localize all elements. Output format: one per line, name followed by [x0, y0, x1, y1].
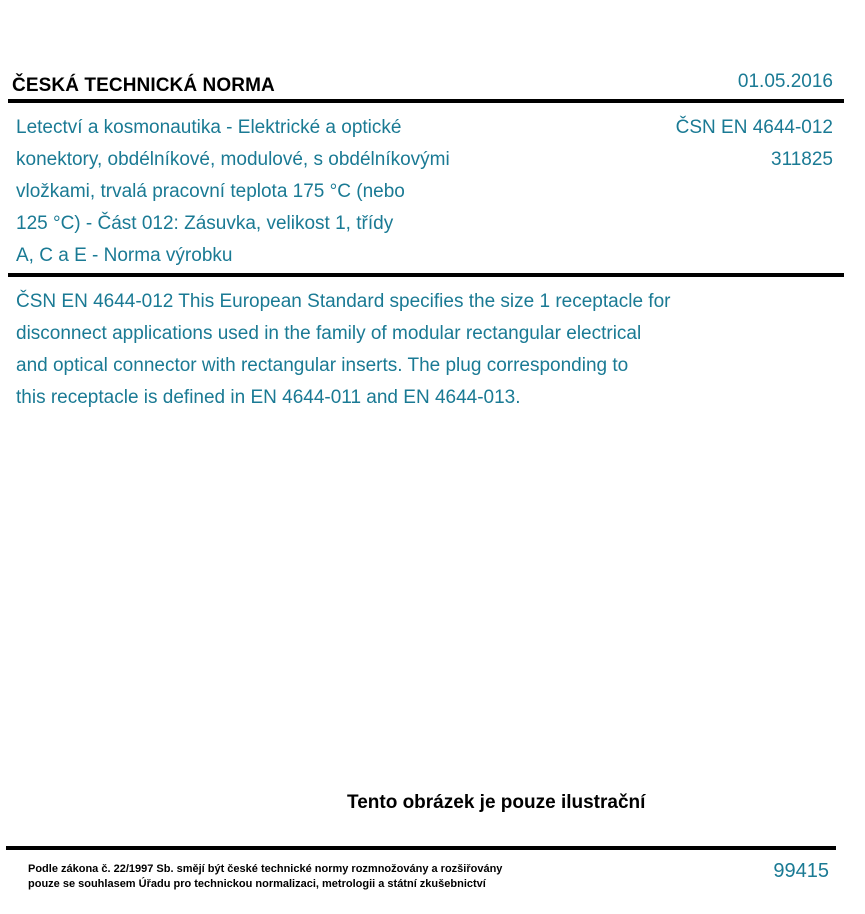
header-divider [8, 99, 844, 103]
publication-date: 01.05.2016 [737, 71, 833, 92]
standard-identifiers [676, 112, 833, 176]
footer-divider [6, 846, 836, 850]
legal-notice-line: pouze se souhlasem Úřadu pro technickou normalizaci, metrologii a státní zkušebnictví [28, 878, 486, 890]
standard-title-line: konektory, obdélníkové, modulové, s obdélníkovými [16, 149, 450, 170]
standard-number: ČSN EN 4644-012 [675, 117, 833, 138]
abstract-line: ČSN EN 4644-012 This European Standard specifies the size 1 receptacle for [16, 291, 671, 312]
standard-title [16, 112, 536, 272]
legal-notice [28, 862, 502, 892]
standard-title-line: A, C a E - Norma výrobku [16, 245, 233, 266]
document-header-title: ČESKÁ TECHNICKÁ NORMA [12, 75, 275, 96]
abstract-line: and optical connector with rectangular inserts. The plug corresponding to [16, 355, 629, 376]
standard-title-line: vložkami, trvalá pracovní teplota 175 °C (nebo [16, 181, 405, 202]
classification-code: 311825 [771, 149, 833, 170]
standard-title-line: 125 °C) - Část 012: Zásuvka, velikost 1, třídy [16, 213, 394, 234]
document-code: 99415 [773, 860, 829, 882]
abstract-line: disconnect applications used in the family of modular rectangular electrical [16, 323, 642, 344]
illustration-disclaimer: Tento obrázek je pouze ilustrační [347, 792, 646, 813]
abstract-text [16, 286, 816, 414]
legal-notice-line: Podle zákona č. 22/1997 Sb. smějí být české technické normy rozmnožovány a rozšiřovány [28, 863, 503, 875]
standard-title-line: Letectví a kosmonautika - Elektrické a optické [16, 117, 402, 138]
title-divider [8, 273, 844, 277]
abstract-line: this receptacle is defined in EN 4644-011 and EN 4644-013. [16, 387, 521, 408]
